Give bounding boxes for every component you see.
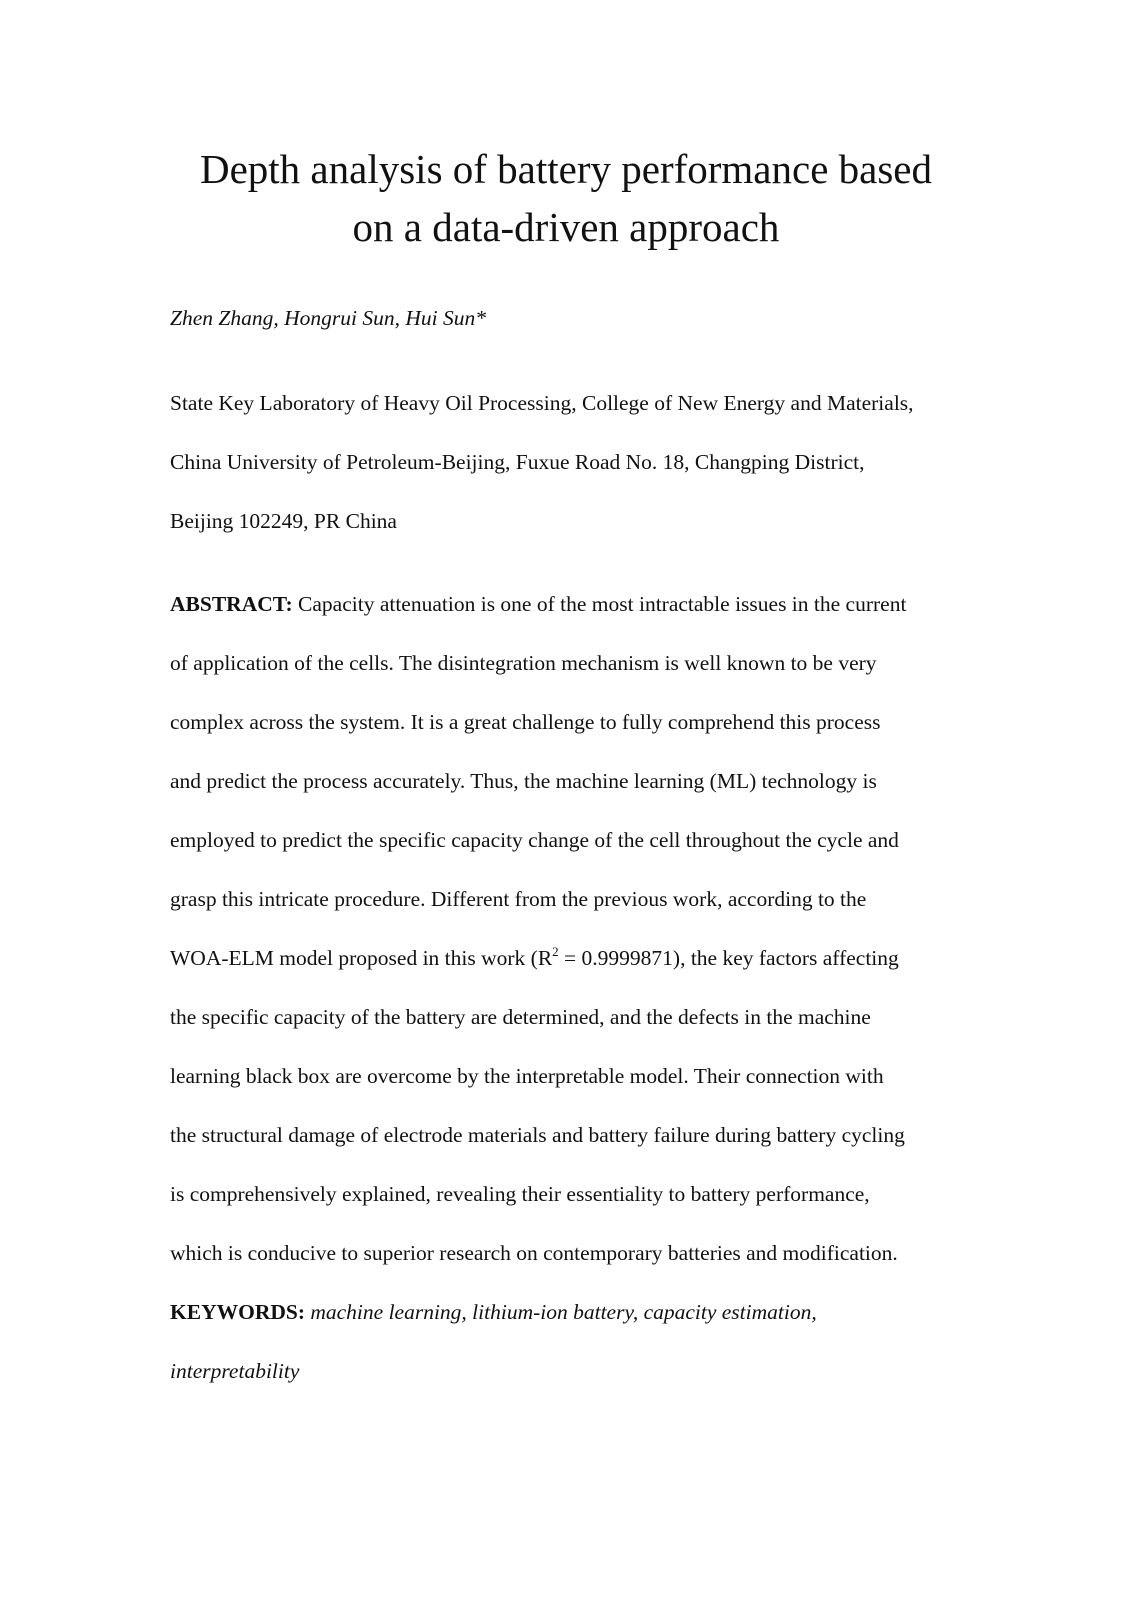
title-line-2: on a data-driven approach xyxy=(352,204,780,250)
abstract-line: and predict the process accurately. Thus, the machine learning (ML) technology is xyxy=(170,769,877,793)
abstract-line: the specific capacity of the battery are determined, and the defects in the machine xyxy=(170,1005,871,1029)
abstract-line-formula xyxy=(170,943,970,1002)
r-squared-superscript: 2 xyxy=(552,944,559,959)
affiliation-line-1: State Key Laboratory of Heavy Oil Processing, College of New Energy and Materials, xyxy=(170,391,914,415)
abstract-label: ABSTRACT: xyxy=(170,592,293,616)
affiliation-line-2: China University of Petroleum-Beijing, Fuxue Road No. 18, Changping District, xyxy=(170,450,865,474)
keywords-line-2: interpretability xyxy=(170,1359,300,1383)
author-list: Zhen Zhang, Hongrui Sun, Hui Sun* xyxy=(170,306,486,330)
affiliation-line-3: Beijing 102249, PR China xyxy=(170,509,397,533)
keywords-text: machine learning, lithium-ion battery, capacity estimation, xyxy=(304,1300,817,1324)
abstract-line: of application of the cells. The disintegration mechanism is well known to be very xyxy=(170,651,877,675)
abstract-text: Capacity attenuation is one of the most intractable issues in the current xyxy=(292,592,907,616)
keywords-label: KEYWORDS: xyxy=(170,1300,305,1324)
abstract-section xyxy=(170,589,970,1415)
affiliation xyxy=(170,388,970,565)
abstract-line: complex across the system. It is a great challenge to fully comprehend this process xyxy=(170,710,881,734)
formula-after: = 0.9999871), the key factors affecting xyxy=(558,946,899,970)
abstract-line: employed to predict the specific capacity change of the cell throughout the cycle and xyxy=(170,828,899,852)
abstract-line xyxy=(170,589,970,648)
title-line-1: Depth analysis of battery performance based xyxy=(199,146,932,192)
abstract-line: the structural damage of electrode materials and battery failure during battery cycling xyxy=(170,1123,905,1147)
abstract-line: learning black box are overcome by the interpretable model. Their connection with xyxy=(170,1064,884,1088)
abstract-line: which is conducive to superior research on contemporary batteries and modification. xyxy=(170,1241,898,1265)
paper-title xyxy=(0,140,1132,256)
formula-before: WOA-ELM model proposed in this work (R xyxy=(170,946,553,970)
keywords-line xyxy=(170,1297,970,1356)
abstract-line: grasp this intricate procedure. Different from the previous work, according to the xyxy=(170,887,867,911)
abstract-line: is comprehensively explained, revealing their essentiality to battery performance, xyxy=(170,1182,870,1206)
